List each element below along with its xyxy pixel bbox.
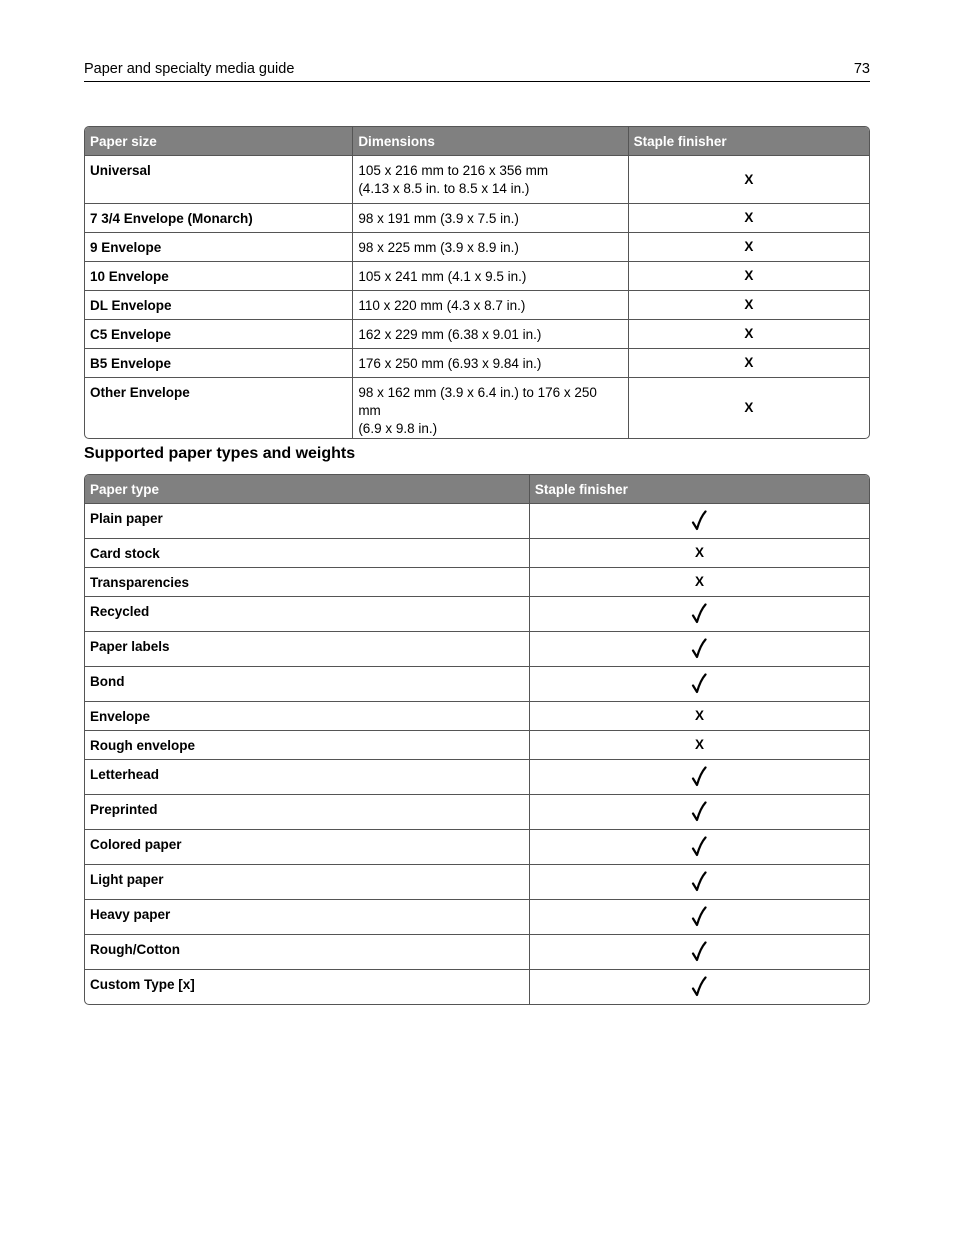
- dimensions-line: 110 x 220 mm (4.3 x 8.7 in.): [358, 298, 526, 313]
- table-row: [85, 934, 869, 969]
- dimensions-line: 162 x 229 mm (6.38 x 9.01 in.): [358, 327, 542, 342]
- paper-type-cell: Preprinted: [85, 794, 529, 829]
- table-row: [85, 203, 869, 232]
- paper-type-cell: Rough/Cotton: [85, 934, 529, 969]
- staple-cell: X: [628, 155, 869, 203]
- paper-type-cell: Custom Type [x]: [85, 969, 529, 1004]
- column-header-dimensions: Dimensions: [352, 127, 627, 155]
- table-row: [85, 969, 869, 1004]
- checkmark-icon: [691, 871, 707, 893]
- table-row: [85, 596, 869, 631]
- paper-type-cell: Envelope: [85, 701, 529, 730]
- staple-cell: [529, 631, 869, 666]
- staple-cell: [529, 934, 869, 969]
- paper-type-cell: Bond: [85, 666, 529, 701]
- column-header-staple-finisher: Staple finisher: [529, 475, 869, 503]
- table-row: [85, 730, 869, 759]
- paper-type-cell: Plain paper: [85, 503, 529, 538]
- checkmark-icon: [691, 801, 707, 823]
- paper-size-cell: 7 3/4 Envelope (Monarch): [85, 203, 352, 232]
- dimensions-line: 98 x 225 mm (3.9 x 8.9 in.): [358, 240, 519, 255]
- section-heading: Supported paper types and weights: [84, 445, 356, 462]
- staple-cell: [529, 666, 869, 701]
- staple-cell: X: [628, 319, 869, 348]
- dimensions-line: (6.9 x 9.8 in.): [358, 421, 438, 436]
- checkmark-icon: [691, 836, 707, 858]
- table-row: [85, 377, 869, 438]
- paper-size-cell: C5 Envelope: [85, 319, 352, 348]
- staple-cell: X: [529, 538, 869, 567]
- table-row: [85, 232, 869, 261]
- dimensions-line: 98 x 162 mm (3.9 x 6.4 in.) to 176 x 250 mm: [358, 385, 597, 418]
- table-row: [85, 759, 869, 794]
- page-header: [84, 60, 870, 82]
- paper-type-cell: Transparencies: [85, 567, 529, 596]
- checkmark-icon: [691, 510, 707, 532]
- dimensions-cell: [352, 261, 627, 290]
- table-row: [85, 794, 869, 829]
- paper-size-cell: Universal: [85, 155, 352, 203]
- table-row: [85, 155, 869, 203]
- paper-type-cell: Paper labels: [85, 631, 529, 666]
- dimensions-cell: [352, 377, 627, 438]
- staple-cell: [529, 794, 869, 829]
- paper-type-cell: Rough envelope: [85, 730, 529, 759]
- paper-size-cell: 9 Envelope: [85, 232, 352, 261]
- dimensions-cell: [352, 155, 627, 203]
- table-row: [85, 829, 869, 864]
- checkmark-icon: [691, 976, 707, 998]
- checkmark-icon: [691, 638, 707, 660]
- dimensions-cell: [352, 348, 627, 377]
- table-row: [85, 701, 869, 730]
- paper-size-cell: DL Envelope: [85, 290, 352, 319]
- dimensions-line: 105 x 241 mm (4.1 x 9.5 in.): [358, 269, 527, 284]
- dimensions-cell: [352, 232, 627, 261]
- dimensions-line: (4.13 x 8.5 in. to 8.5 x 14 in.): [358, 181, 530, 196]
- staple-cell: X: [628, 261, 869, 290]
- paper-size-cell: 10 Envelope: [85, 261, 352, 290]
- checkmark-icon: [691, 941, 707, 963]
- table-row: [85, 348, 869, 377]
- paper-type-cell: Light paper: [85, 864, 529, 899]
- table-row: [85, 899, 869, 934]
- staple-cell: [529, 864, 869, 899]
- staple-cell: X: [529, 730, 869, 759]
- staple-cell: [529, 899, 869, 934]
- table-row: [85, 261, 869, 290]
- dimensions-line: 176 x 250 mm (6.93 x 9.84 in.): [358, 356, 542, 371]
- staple-cell: X: [628, 290, 869, 319]
- table-row: [85, 567, 869, 596]
- checkmark-icon: [691, 603, 707, 625]
- checkmark-icon: [691, 766, 707, 788]
- staple-cell: [529, 969, 869, 1004]
- staple-cell: X: [529, 701, 869, 730]
- dimensions-cell: [352, 290, 627, 319]
- dimensions-cell: [352, 203, 627, 232]
- running-title: Paper and specialty media guide: [84, 61, 295, 77]
- staple-cell: [529, 596, 869, 631]
- table-row: [85, 538, 869, 567]
- staple-cell: [529, 503, 869, 538]
- staple-cell: X: [628, 377, 869, 438]
- paper-type-cell: Recycled: [85, 596, 529, 631]
- dimensions-cell: [352, 319, 627, 348]
- paper-type-cell: Letterhead: [85, 759, 529, 794]
- paper-type-table: [84, 474, 870, 1005]
- staple-cell: X: [529, 567, 869, 596]
- table-row: [85, 503, 869, 538]
- table-row: [85, 290, 869, 319]
- paper-type-cell: Heavy paper: [85, 899, 529, 934]
- checkmark-icon: [691, 673, 707, 695]
- paper-type-cell: Colored paper: [85, 829, 529, 864]
- staple-cell: X: [628, 203, 869, 232]
- column-header-paper-size: Paper size: [85, 127, 352, 155]
- table-header-row: [85, 475, 869, 503]
- table-header-row: [85, 127, 869, 155]
- staple-cell: [529, 759, 869, 794]
- checkmark-icon: [691, 906, 707, 928]
- table-row: [85, 631, 869, 666]
- table-row: [85, 666, 869, 701]
- table-row: [85, 319, 869, 348]
- paper-size-table: [84, 126, 870, 439]
- staple-cell: X: [628, 348, 869, 377]
- paper-size-cell: B5 Envelope: [85, 348, 352, 377]
- staple-cell: [529, 829, 869, 864]
- paper-size-cell: Other Envelope: [85, 377, 352, 438]
- staple-cell: X: [628, 232, 869, 261]
- dimensions-line: 105 x 216 mm to 216 x 356 mm: [358, 163, 549, 178]
- table-row: [85, 864, 869, 899]
- page-number: 73: [853, 61, 870, 77]
- dimensions-line: 98 x 191 mm (3.9 x 7.5 in.): [358, 211, 519, 226]
- column-header-paper-type: Paper type: [85, 475, 529, 503]
- paper-type-cell: Card stock: [85, 538, 529, 567]
- column-header-staple-finisher: Staple finisher: [628, 127, 869, 155]
